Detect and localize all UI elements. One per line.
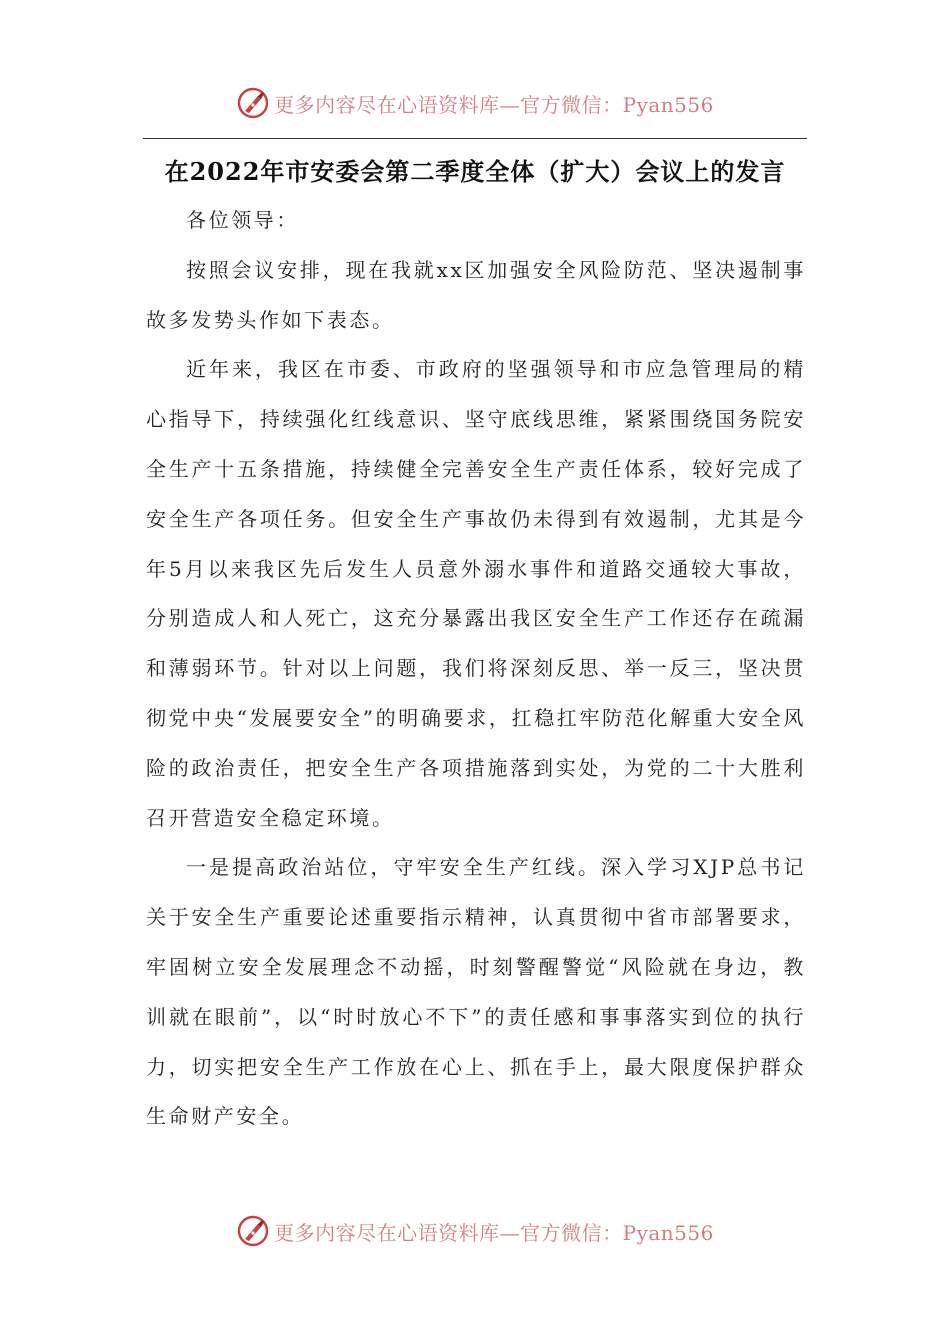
- paragraph-3: 一是提高政治站位，守牢安全生产红线。深入学习XJP总书记关于安全生产重要论述重要指示精神，认真贯彻中省市部署要求，牢固树立安全发展理念不动摇，时刻警醒警觉“风险就在身边，教训就在眼前”，以“时时放心不下”的责任感和事事落实到位的执行力，切实把安全生产工作放在心上、抓在手上，最大限度保护群众生命财产安全。: [146, 855, 806, 1129]
- document-body: [146, 196, 806, 1142]
- footer-banner-text: 更多内容尽在心语资料库—官方微信：Pyan556: [274, 1220, 714, 1245]
- header-banner: [0, 83, 950, 123]
- salutation: 各位领导：: [186, 208, 299, 232]
- pen-nib-logo-icon: [236, 86, 270, 120]
- document-title: 在2022年市安委会第二季度全体（扩大）会议上的发言: [164, 157, 786, 186]
- paragraph-2: 近年来，我区在市委、市政府的坚强领导和市应急管理局的精心指导下，持续强化红线意识、坚守底线思维，紧紧围绕国务院安全生产十五条措施，持续健全完善安全生产责任体系，较好完成了安全生产各项任务。但安全生产事故仍未得到有效遏制，尤其是今年5月以来我区先后发生人员意外溺水事件和道路交通较大事故，分别造成人和人死亡，这充分暴露出我区安全生产工作还存在疏漏和薄弱环节。针对以上问题，我们将深刻反思、举一反三，坚决贯彻党中央“发展要安全”的明确要求，扛稳扛牢防范化解重大安全风险的政治责任，把安全生产各项措施落到实处，为党的二十大胜利召开营造安全稳定环境。: [146, 357, 806, 830]
- pen-nib-logo-icon: [236, 1214, 270, 1248]
- header-divider: [143, 138, 807, 139]
- footer-banner: [0, 1211, 950, 1251]
- paragraph-1: 按照会议安排，现在我就xx区加强安全风险防范、坚决遏制事故多发势头作如下表态。: [146, 257, 806, 332]
- header-banner-text: 更多内容尽在心语资料库—官方微信：Pyan556: [274, 92, 714, 117]
